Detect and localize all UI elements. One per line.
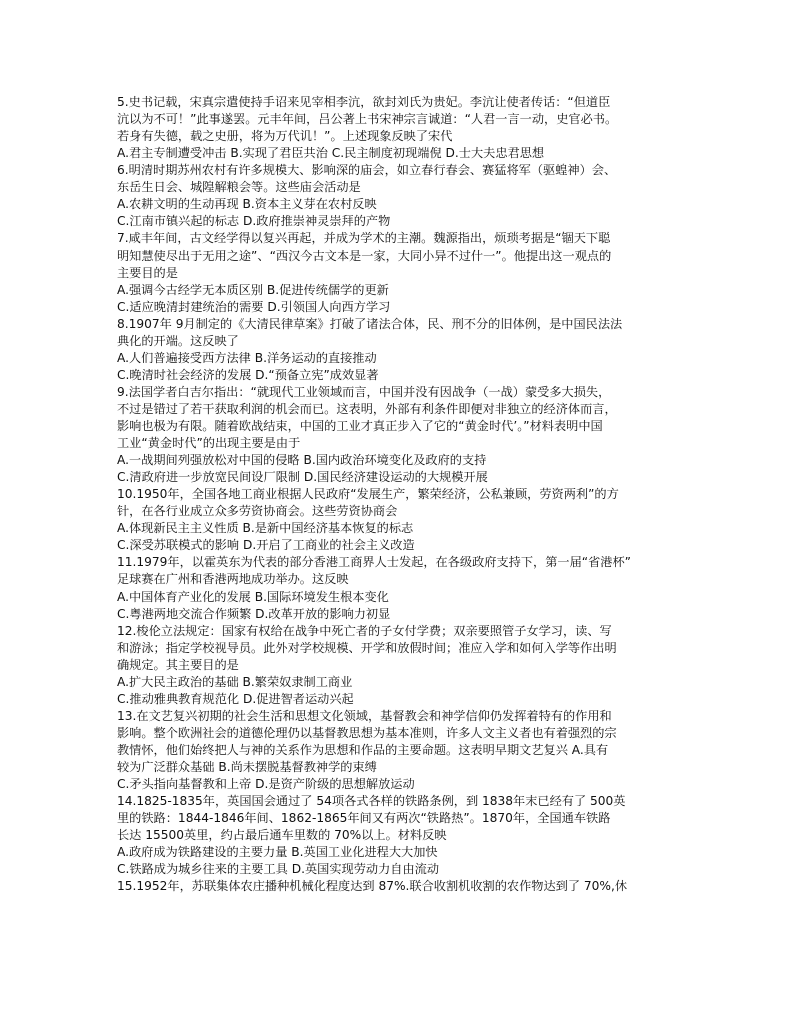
text-line: 9.法国学者白吉尔指出：“就现代工业领域而言，中国并没有因战争（一战）蒙受多大损失， <box>117 384 611 399</box>
text-line: 针，在各行业成立众多劳资协商会。这些劳资协商会 <box>117 504 398 519</box>
text-line: A.中国体育产业化的发展 B.国际环境发生根本变化 <box>117 589 389 604</box>
text-line: 典化的开端。这反映了 <box>117 333 239 348</box>
text-line: C.粤港两地交流合作频繁 D.改革开放的影响力初显 <box>117 606 391 621</box>
text-line: 教情怀，他们始终把人与神的关系作为思想和作品的主要命题。这表明早期文艺复兴 A.具有 <box>117 742 609 757</box>
text-line: 12.梭伦立法规定：国家有权给在战争中死亡者的子女付学费；双亲要照管子女学习，读、写 <box>117 623 612 638</box>
text-line: 6.明清时期苏州农村有许多规模大、影响深的庙会，如立春行春会、赛猛将军（驱蝗神）会、 <box>117 163 617 178</box>
text-line: 10.1950年，全国各地工商业根据人民政府“发展生产，繁荣经济，公私兼顾，劳资两利”的方 <box>117 487 619 502</box>
text-line: 主要目的是 <box>117 265 178 280</box>
text-line: C.江南市镇兴起的标志 D.政府推崇神灵崇拜的产物 <box>117 214 391 229</box>
text-line: 7.咸丰年间，古文经学得以复兴再起，并成为学术的主潮。魏源指出，烦琐考据是“锢天下聪 <box>117 231 611 246</box>
text-line: 5.史书记载，宋真宗遣使持手诏来见宰相李沆，欲封刘氏为贵妃。李沆让使者传话：“但道臣 <box>117 95 611 109</box>
text-line: 东岳生日会、城隍解粮会等。这些庙会活动是 <box>117 180 361 195</box>
text-line: 里的铁路：1844-1846年间、1862-1865年间又有两次“铁路热”。1870年，全国通车铁路 <box>117 811 611 826</box>
text-line: 明知慧使尽出于无用之途”、“西汉今古文本是一家，大同小异不过什一”。他提出这一观点的 <box>117 248 612 263</box>
text-line: 较为广泛群众基础 B.尚未摆脱基督教神学的束缚 <box>117 760 377 774</box>
text-line: A.强调今古经学无本质区别 B.促进传统儒学的更新 <box>117 282 389 297</box>
text-line: A.体现新民主主义性质 B.是新中国经济基本恢复的标志 <box>117 521 414 536</box>
text-line: 影响。整个欧洲社会的道德伦理仍以基督教思想为基本准则，许多人文主义者也有着强烈的宗 <box>117 725 617 740</box>
text-line: C.适应晚清封建统治的需要 D.引领国人向西方学习 <box>117 299 391 314</box>
text-line: 14.1825-1835年，英国国会通过了 54项各式各样的铁路条例，到 1838年末已经有了 500英 <box>117 794 626 809</box>
text-line: 15.1952年，苏联集体农庄播种机械化程度达到 87%.联合收割机收割的农作物达到了 70%,休 <box>117 879 628 894</box>
text-line: A.扩大民主政治的基础 B.繁荣奴隶制工商业 <box>117 674 353 689</box>
text-line: C.深受苏联模式的影响 D.开启了工商业的社会主义改造 <box>117 538 415 553</box>
text-line: C.清政府进一步放宽民间设厂限制 D.国民经济建设运动的大规模开展 <box>117 470 488 485</box>
text-line: 影响也极为有限。随着欧战结束，中国的工业才真正步入了它的“黄金时代’。”材料表明中国 <box>117 418 603 433</box>
text-line: 沆以为不可！”此事遂罢。元丰年间，吕公著上书宋神宗言诚道：“人君一言一动，史官必书。 <box>117 112 618 126</box>
text-line: A.一战期间列强放松对中国的侵略 B.国内政治环境变化及政府的支持 <box>117 453 487 468</box>
text-line: A.政府成为铁路建设的主要力量 B.英国工业化进程大大加快 <box>117 845 438 860</box>
text-line: 11.1979年，以霍英东为代表的部分香港工商界人士发起，在各级政府支持下，第一届“省港杯” <box>117 555 631 570</box>
text-line: C.推动雅典教育规范化 D.促进智者运动兴起 <box>117 691 354 706</box>
text-line: 若身有失德，载之史册，将为万代讥！”。上述现象反映了宋代 <box>117 129 453 144</box>
text-line: C.矛头指向基督教和上帝 D.是资产阶级的思想解放运动 <box>117 777 415 791</box>
text-line: 长达 15500英里，约占最后通车里数的 70%以上。材料反映 <box>117 828 447 843</box>
text-line: 不过是错过了若干获取利润的机会而已。这表明，外部有利条件即便对非独立的经济体而言， <box>117 401 617 416</box>
text-line: A.君主专制遭受冲击 B.实现了君臣共治 C.民主制度初现端倪 D.士大夫忠君思想 <box>117 146 545 161</box>
text-line: 确规定。其主要目的是 <box>117 657 239 672</box>
text-line: 8.1907年 9月制定的《大清民律草案》打破了诸法合体，民、刑不分的旧体例，是中国民法法 <box>117 316 623 331</box>
text-line: A.农耕文明的生动再现 B.资本主义芽在农村反映 <box>117 197 377 212</box>
text-line: 工业“黄金时代”的出现主要是由于 <box>117 436 301 450</box>
text-line: C.晚清时社会经济的发展 D.“预备立宪”成效显著 <box>117 367 379 382</box>
text-line: 13.在文艺复兴初期的社会生活和思想文化领域，基督教会和神学信仰仍发挥着特有的作用和 <box>117 708 612 723</box>
text-line: C.铁路成为城乡往来的主要工具 D.英国实现劳动力自由流动 <box>117 862 440 877</box>
text-line: A.人们普遍接受西方法律 B.洋务运动的直接推动 <box>117 350 377 365</box>
text-line: 和游泳；指定学校视导员。此外对学校规模、开学和放假时间；准应入学和如何入学等作出明 <box>117 640 617 655</box>
text-line: 足球赛在广州和香港两地成功举办。这反映 <box>117 572 349 587</box>
